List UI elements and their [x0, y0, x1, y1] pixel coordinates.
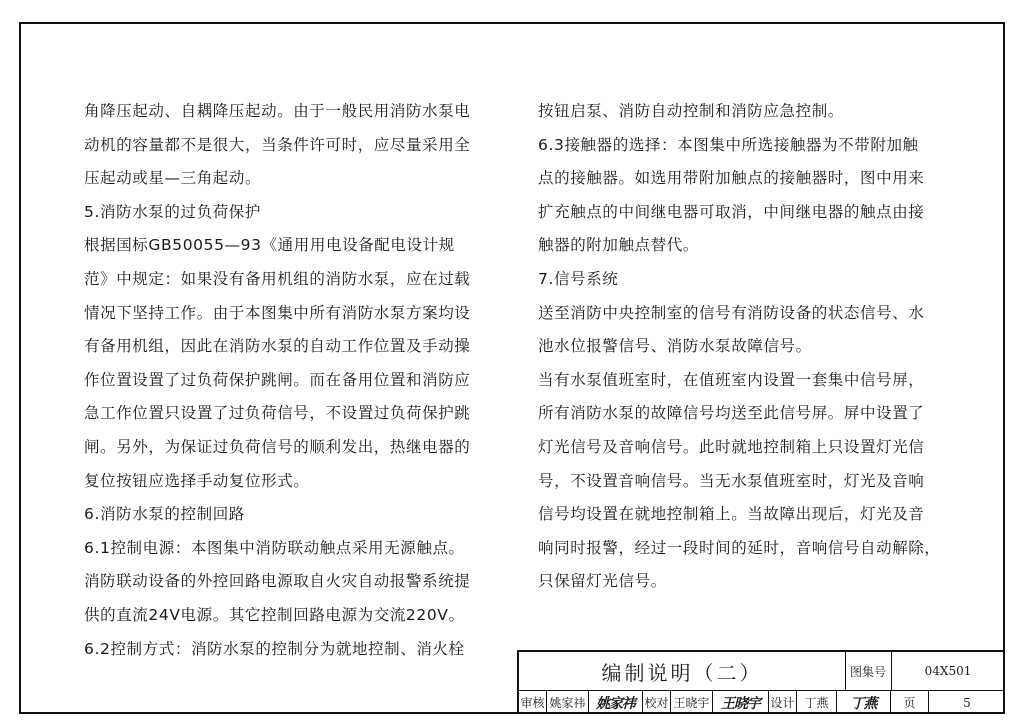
text-line: 急工作位置只设置了过负荷信号，不设置过负荷保护跳 — [84, 404, 471, 423]
text-line: 信号均设置在就地控制箱上。当故障出现后，灯光及音 — [538, 505, 925, 524]
checker-signature: 王晓宇 — [713, 691, 769, 714]
text-line: 5.消防水泵的过负荷保护 — [84, 202, 261, 221]
page-label: 页 — [891, 691, 929, 714]
text-line: 只保留灯光信号。 — [538, 572, 667, 591]
title-block-header-row — [519, 652, 1005, 691]
review-label: 审核 — [519, 691, 547, 714]
text-line: 作位置设置了过负荷保护跳闸。而在备用位置和消防应 — [84, 370, 471, 389]
text-line: 压起动或星—三角起动。 — [84, 169, 262, 188]
text-line: 扩充触点的中间继电器可取消，中间继电器的触点由接 — [538, 202, 925, 221]
atlas-number-label: 图集号 — [845, 652, 892, 690]
text-line: 有备用机组，因此在消防水泵的自动工作位置及手动操 — [84, 337, 471, 356]
text-line: 灯光信号及音响信号。此时就地控制箱上只设置灯光信 — [538, 437, 925, 456]
text-line: 供的直流24V电源。其它控制回路电源为交流220V。 — [84, 605, 465, 624]
text-line: 触器的附加触点替代。 — [538, 236, 700, 255]
designer-signature: 丁燕 — [837, 691, 891, 714]
text-line: 7.信号系统 — [538, 269, 619, 288]
text-line: 消防联动设备的外控回路电源取自火灾自动报警系统提 — [84, 572, 471, 591]
checker-name: 王晓宇 — [671, 691, 713, 714]
check-label: 校对 — [643, 691, 671, 714]
designer-name: 丁燕 — [797, 691, 837, 714]
title-block-signature-row — [519, 691, 1005, 714]
text-line: 响同时报警，经过一段时间的延时，音响信号自动解除， — [538, 538, 941, 557]
text-line: 情况下坚持工作。由于本图集中所有消防水泵方案均设 — [84, 303, 471, 322]
right-text-column — [538, 95, 948, 599]
text-line: 所有消防水泵的故障信号均送至此信号屏。屏中设置了 — [538, 404, 925, 423]
design-label: 设计 — [769, 691, 797, 714]
text-line: 号，不设置音响信号。当无水泵值班室时，灯光及音响 — [538, 471, 925, 490]
text-line: 范》中规定：如果没有备用机组的消防水泵，应在过载 — [84, 269, 471, 288]
text-line: 根据国标GB50055—93《通用用电设备配电设计规 — [84, 236, 455, 255]
text-line: 当有水泵值班室时，在值班室内设置一套集中信号屏， — [538, 370, 925, 389]
text-line: 动机的容量都不是很大，当条件许可时，应尽量采用全 — [84, 135, 471, 154]
text-line: 角降压起动、自耦降压起动。由于一般民用消防水泵电 — [84, 102, 471, 120]
text-line: 点的接触器。如选用带附加触点的接触器时，图中用来 — [538, 169, 925, 188]
text-line: 送至消防中央控制室的信号有消防设备的状态信号、水 — [538, 303, 925, 322]
left-text-column — [84, 95, 504, 666]
reviewer-signature: 姚家祎 — [589, 691, 643, 714]
text-line: 复位按钮应选择手动复位形式。 — [84, 471, 310, 490]
text-line: 6.2控制方式：消防水泵的控制分为就地控制、消火栓 — [84, 639, 465, 658]
page-number: 5 — [963, 695, 971, 710]
reviewer-name: 姚家祎 — [547, 691, 589, 714]
text-line: 按钮启泵、消防自动控制和消防应急控制。 — [538, 102, 844, 120]
text-line: 闸。另外，为保证过负荷信号的顺利发出，热继电器的 — [84, 437, 471, 456]
text-line: 池水位报警信号、消防水泵故障信号。 — [538, 337, 812, 356]
document-title: 编制说明（二） — [519, 652, 846, 690]
text-line: 6.消防水泵的控制回路 — [84, 505, 245, 524]
title-block — [517, 650, 1005, 714]
text-line: 6.3接触器的选择：本图集中所选接触器为不带附加触 — [538, 135, 919, 154]
atlas-number: 04X501 — [924, 664, 972, 678]
text-line: 6.1控制电源：本图集中消防联动触点采用无源触点。 — [84, 538, 465, 557]
